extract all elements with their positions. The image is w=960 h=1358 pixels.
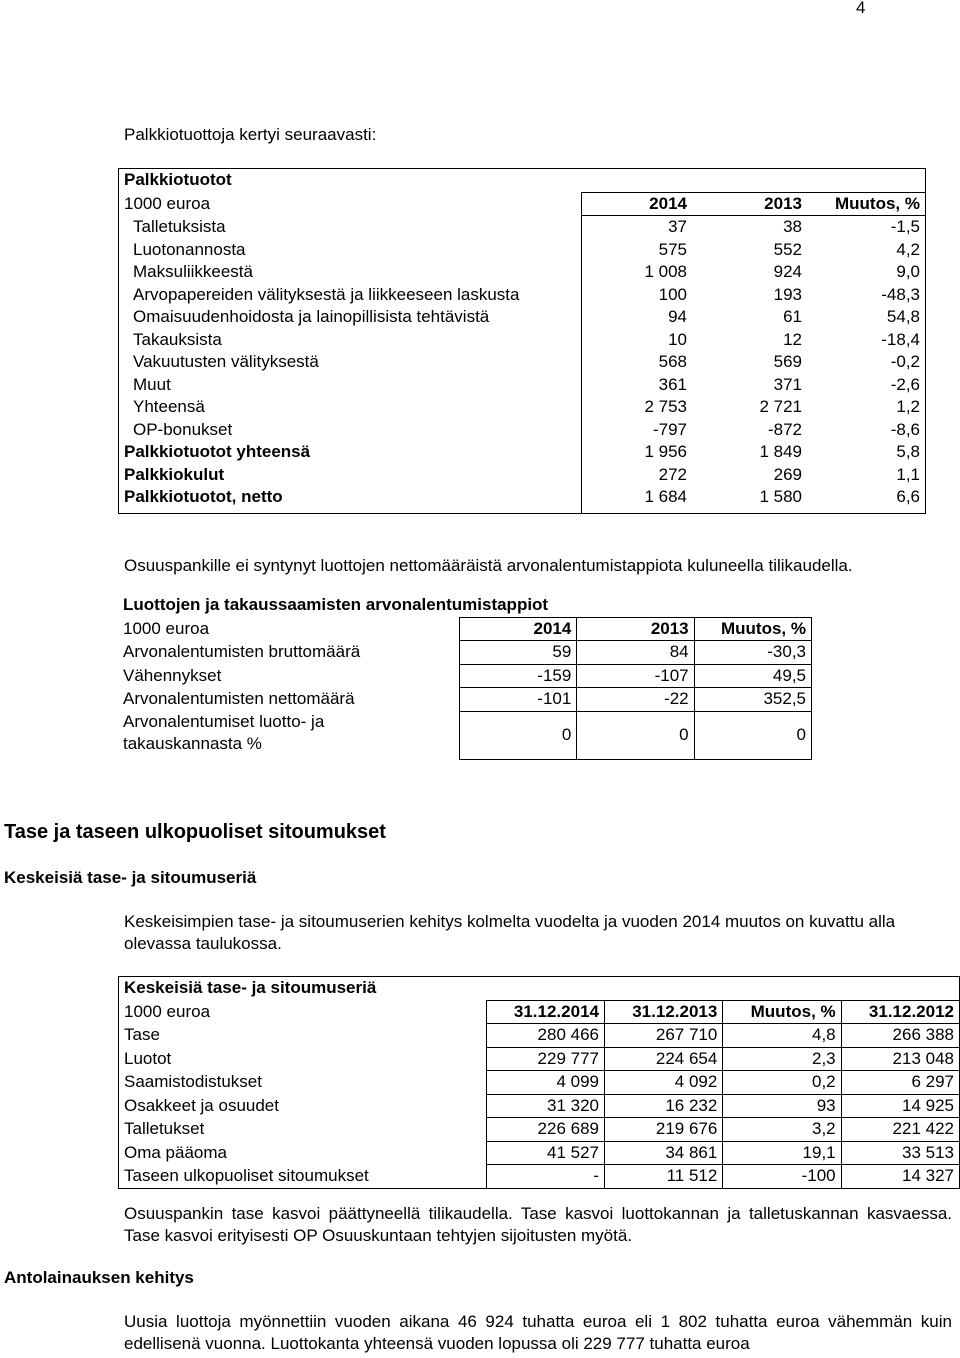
- fee-income-table: [118, 168, 926, 514]
- row-label: [118, 711, 459, 759]
- cell: 352,5: [694, 688, 811, 712]
- section-heading: Tase ja taseen ulkopuoliset sitoumukset: [4, 821, 386, 843]
- row-label: Vähennykset: [123, 665, 222, 685]
- cell: 371: [773, 374, 802, 394]
- row-label: Palkkiotuotot, netto: [124, 487, 283, 507]
- cell: -18,4: [881, 329, 920, 349]
- table-header-row: [119, 192, 926, 216]
- cell: -107: [577, 664, 694, 688]
- cell: 0,2: [723, 1071, 841, 1095]
- row-label: Takauksista: [133, 329, 222, 349]
- cell: 6,6: [896, 487, 920, 507]
- intro-text: Palkkiotuottoja kertyi seuraavasti:: [124, 125, 377, 144]
- row-label: Talletukset: [124, 1119, 205, 1139]
- row-label: Maksuliikkeestä: [133, 262, 253, 282]
- cell: 11 512: [604, 1165, 722, 1189]
- cell: 575: [582, 239, 693, 262]
- cell: 2 721: [759, 397, 802, 417]
- cell: 280 466: [486, 1024, 604, 1048]
- table-row: [119, 284, 926, 307]
- impairment-table: [118, 594, 812, 760]
- cell: -: [486, 1165, 604, 1189]
- table-title: Luottojen ja takaussaamisten arvonalentumistappiot: [123, 595, 549, 615]
- cell: 0: [577, 711, 694, 759]
- column-header: Muutos, %: [694, 617, 811, 641]
- table-row: [119, 1071, 960, 1095]
- row-label: Palkkiokulut: [124, 464, 225, 484]
- row-label-line: Arvonalentumiset luotto- ja: [123, 712, 325, 731]
- row-label: Yhteensä: [133, 397, 205, 417]
- row-label: Luotot: [124, 1048, 172, 1068]
- cell: 33 513: [841, 1141, 959, 1165]
- column-header: 2013: [577, 617, 694, 641]
- table-row: [119, 306, 926, 329]
- cell: 1 849: [759, 442, 802, 462]
- cell: 2 753: [582, 396, 693, 419]
- cell: 19,1: [723, 1141, 841, 1165]
- cell: -48,3: [881, 284, 920, 304]
- cell: 2,3: [723, 1047, 841, 1071]
- cell: 9,0: [896, 262, 920, 282]
- cell: 267 710: [604, 1024, 722, 1048]
- cell: 924: [773, 262, 802, 282]
- column-header: 2014: [582, 192, 693, 216]
- cell: 1,2: [896, 397, 920, 417]
- side-heading: Antolainauksen kehitys: [4, 1268, 194, 1287]
- unit-label: 1000 euroa: [123, 618, 210, 638]
- table-header-row: [118, 617, 812, 641]
- table-row: [119, 351, 926, 374]
- cell: 16 232: [604, 1094, 722, 1118]
- cell: -8,6: [890, 419, 920, 439]
- impairment-note: Osuuspankille ei syntynyt luottojen nettomääräistä arvonalentumistappiota kuluneella tilikaudella.: [124, 556, 853, 575]
- table-row: [118, 688, 812, 712]
- cell: 4,8: [723, 1024, 841, 1048]
- cell: 193: [773, 284, 802, 304]
- row-label: Tase: [124, 1025, 160, 1045]
- table-row: [119, 1047, 960, 1071]
- cell: 1 580: [759, 487, 802, 507]
- cell: -872: [767, 419, 802, 439]
- cell: 61: [783, 307, 802, 327]
- table-row: [119, 261, 926, 284]
- table-row: [118, 641, 812, 665]
- table-row: [118, 711, 812, 759]
- cell: 34 861: [604, 1141, 722, 1165]
- row-label: Arvopapereiden välityksestä ja liikkeeseen laskusta: [133, 284, 520, 304]
- cell: 272: [582, 464, 693, 487]
- column-header: 31.12.2014: [486, 1000, 604, 1024]
- cell: 569: [773, 352, 802, 372]
- cell: -2,6: [890, 374, 920, 394]
- cell: 226 689: [486, 1118, 604, 1142]
- paragraph: Keskeisimpien tase- ja sitoumuserien kehitys kolmelta vuodelta ja vuoden 2014 muutos on kuvattu alla olevassa taulukossa.: [124, 912, 896, 953]
- cell: -0,2: [890, 352, 920, 372]
- table-row: [118, 664, 812, 688]
- row-label: Arvonalentumisten bruttomäärä: [123, 642, 361, 662]
- cell: -100: [723, 1165, 841, 1189]
- balance-sheet-table: [118, 976, 960, 1189]
- row-label-line: takauskannasta %: [123, 734, 262, 753]
- cell: 6 297: [841, 1071, 959, 1095]
- cell: -1,5: [807, 216, 926, 239]
- cell: 1 008: [582, 261, 693, 284]
- table-title-row: [119, 169, 926, 193]
- cell: 94: [582, 306, 693, 329]
- cell: 38: [692, 216, 807, 239]
- cell: 1 684: [582, 486, 693, 513]
- row-label: Vakuutusten välityksestä: [133, 352, 319, 372]
- cell: 49,5: [694, 664, 811, 688]
- cell: 93: [723, 1094, 841, 1118]
- table-row: [119, 441, 926, 464]
- row-label: Saamistodistukset: [124, 1072, 262, 1092]
- cell: 4,2: [896, 239, 920, 259]
- unit-label: 1000 euroa: [124, 193, 211, 213]
- column-header: Muutos, %: [807, 192, 926, 216]
- table-row: [119, 239, 926, 262]
- table-row: [119, 1141, 960, 1165]
- column-header: 31.12.2013: [604, 1000, 722, 1024]
- table-title-row: [119, 977, 960, 1001]
- cell: 219 676: [604, 1118, 722, 1142]
- cell: 269: [773, 464, 802, 484]
- column-header: Muutos, %: [723, 1000, 841, 1024]
- cell: 84: [577, 641, 694, 665]
- cell: 266 388: [841, 1024, 959, 1048]
- table-row: [119, 1118, 960, 1142]
- unit-label: 1000 euroa: [124, 1001, 211, 1021]
- cell: 221 422: [841, 1118, 959, 1142]
- table-row: [119, 396, 926, 419]
- cell: -101: [459, 688, 576, 712]
- cell: 4 099: [486, 1071, 604, 1095]
- cell: 4 092: [604, 1071, 722, 1095]
- cell: 14 327: [841, 1165, 959, 1189]
- cell: 31 320: [486, 1094, 604, 1118]
- cell: 5,8: [896, 442, 920, 462]
- table-title: Palkkiotuotot: [124, 170, 232, 190]
- subsection-heading: Keskeisiä tase- ja sitoumuseriä: [4, 868, 257, 887]
- cell: 224 654: [604, 1047, 722, 1071]
- cell: 14 925: [841, 1094, 959, 1118]
- cell: 10: [582, 329, 693, 352]
- table-row: [119, 464, 926, 487]
- cell: 229 777: [486, 1047, 604, 1071]
- paragraph: Uusia luottoja myönnettiin vuoden aikana 46 924 tuhatta euroa eli 1 802 tuhatta euroa vähemmän kuin edellisenä vuonna. Luottokanta yhteensä vuoden lopussa oli 229 777 tuhatta euroa: [124, 1312, 952, 1353]
- table-row: [119, 216, 926, 239]
- table-row: [119, 486, 926, 513]
- paragraph: Osuuspankin tase kasvoi päättyneellä tilikaudella. Tase kasvoi luottokannan ja talletuskannan kasvaessa. Tase kasvoi erityisesti OP Osuuskuntaan tehtyjen sijoitusten myötä.: [124, 1204, 952, 1245]
- table-row: [119, 1024, 960, 1048]
- page-number: 4: [856, 0, 866, 17]
- cell: 59: [459, 641, 576, 665]
- table-row: [119, 1094, 960, 1118]
- row-label: Palkkiotuotot yhteensä: [124, 442, 311, 462]
- cell: 552: [773, 239, 802, 259]
- row-label: Omaisuudenhoidosta ja lainopillisista tehtävistä: [133, 307, 490, 327]
- column-header: 2014: [459, 617, 576, 641]
- cell: 12: [783, 329, 802, 349]
- cell: -159: [459, 664, 576, 688]
- table-header-row: [119, 1000, 960, 1024]
- cell: 3,2: [723, 1118, 841, 1142]
- cell: 37: [582, 216, 693, 239]
- cell: 1,1: [896, 464, 920, 484]
- row-label: Muut: [133, 374, 171, 394]
- row-label: Oma pääoma: [124, 1142, 227, 1162]
- table-row: [119, 1165, 960, 1189]
- row-label: Taseen ulkopuoliset sitoumukset: [124, 1166, 369, 1185]
- row-label: Osakkeet ja osuudet: [124, 1095, 279, 1115]
- cell: 0: [694, 711, 811, 759]
- cell: 568: [582, 351, 693, 374]
- table-row: [119, 374, 926, 397]
- cell: 1 956: [582, 441, 693, 464]
- cell: 100: [582, 284, 693, 307]
- cell: 41 527: [486, 1141, 604, 1165]
- cell: -30,3: [694, 641, 811, 665]
- row-label: Talletuksista: [133, 217, 226, 236]
- cell: -22: [577, 688, 694, 712]
- row-label: Luotonannosta: [133, 239, 246, 259]
- table-row: [119, 329, 926, 352]
- column-header: 2013: [692, 192, 807, 216]
- cell: 0: [459, 711, 576, 759]
- cell: 54,8: [886, 307, 920, 327]
- table-title: Keskeisiä tase- ja sitoumuseriä: [124, 978, 377, 998]
- cell: 213 048: [841, 1047, 959, 1071]
- table-title-row: [118, 594, 812, 617]
- row-label: Arvonalentumisten nettomäärä: [123, 689, 355, 709]
- cell: -797: [582, 419, 693, 442]
- cell: 361: [582, 374, 693, 397]
- table-row: [119, 419, 926, 442]
- column-header: 31.12.2012: [841, 1000, 959, 1024]
- row-label: OP-bonukset: [133, 419, 233, 439]
